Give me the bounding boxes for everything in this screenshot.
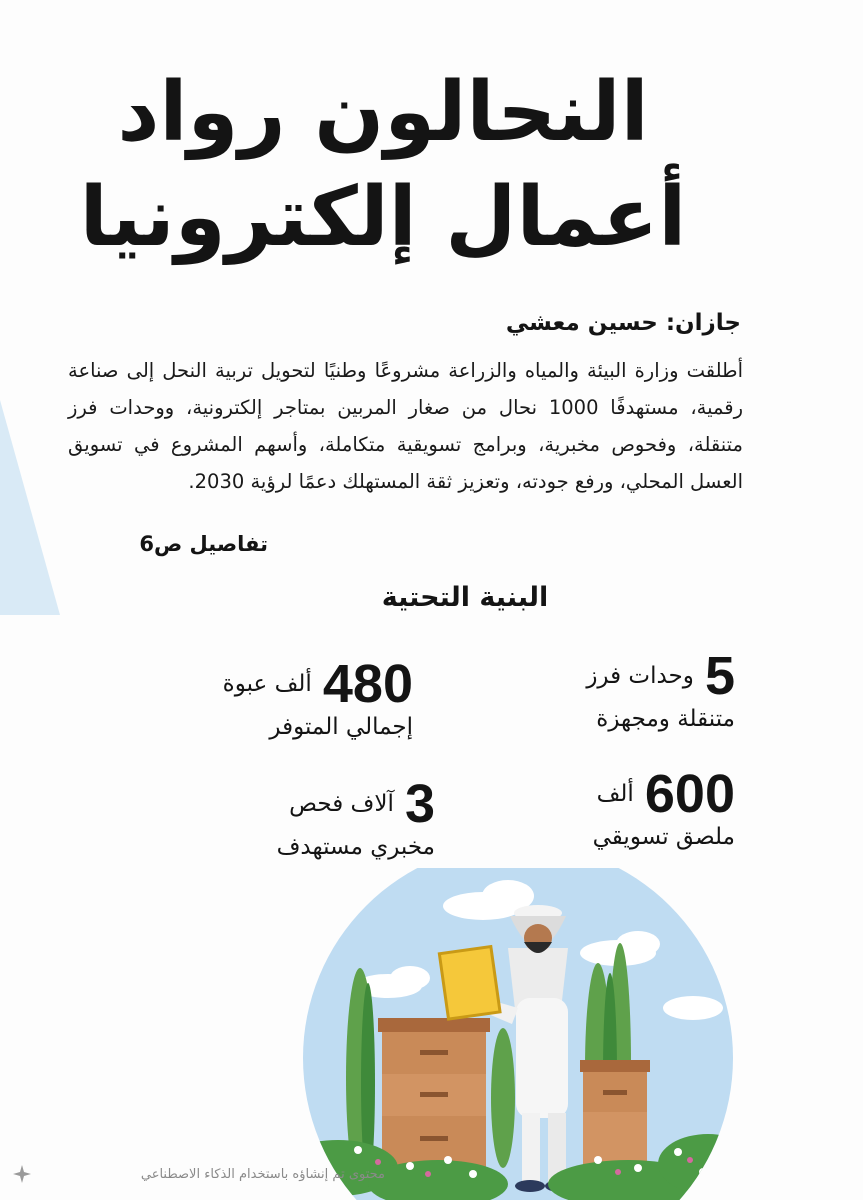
stat-number: 5	[704, 646, 735, 706]
stat-description: متنقلة ومجهزة	[596, 706, 735, 732]
stat-description: إجمالي المتوفر	[269, 714, 413, 740]
stat-unit: وحدات فرز	[586, 663, 694, 689]
ai-disclaimer: محتوى تم إنشاؤه باستخدام الذكاء الاصطناعي	[140, 1167, 385, 1182]
stat-lab-tests	[155, 776, 435, 862]
byline: جازان: حسين معشي	[505, 310, 741, 336]
stat-unit: ألف	[596, 781, 634, 807]
stat-number: 480	[322, 654, 413, 714]
beekeeper-illustration	[298, 868, 738, 1200]
section-title: البنية التحتية	[381, 582, 549, 613]
stat-unit: آلاف فحص	[289, 791, 394, 817]
headline	[23, 60, 743, 270]
stat-description: مخبري مستهدف	[276, 834, 435, 860]
stat-number: 600	[644, 764, 735, 824]
stat-packages	[133, 656, 413, 742]
stat-number: 3	[404, 774, 435, 834]
headline-line-2: أعمال إلكترونيا	[79, 170, 687, 265]
stat-labels	[455, 766, 735, 852]
stat-description: ملصق تسويقي	[592, 824, 735, 850]
lead-paragraph: أطلقت وزارة البيئة والمياه والزراعة مشروعًا وطنيًا لتحويل تربية النحل إلى صناعة رقمية، مستهدفًا 1000 نحال من صغار المربين بمتاجر إلكترونية، ووحدات فرز متنقلة، وفحوص مخبرية، وبرامج تسويقية متكاملة، وأسهم المشروع في تسويق العسل المحلي، ورفع جودته، وتعزيز ثقة المستهلك دعمًا لرؤية 2030.	[68, 359, 743, 493]
sparkle-icon	[12, 1164, 32, 1184]
stat-sorting-units	[455, 648, 735, 734]
side-decoration	[0, 400, 60, 615]
details-reference: تفاصيل ص6	[139, 532, 268, 556]
headline-line-1: النحالون رواد	[117, 65, 649, 160]
stat-unit: ألف عبوة	[222, 671, 312, 697]
